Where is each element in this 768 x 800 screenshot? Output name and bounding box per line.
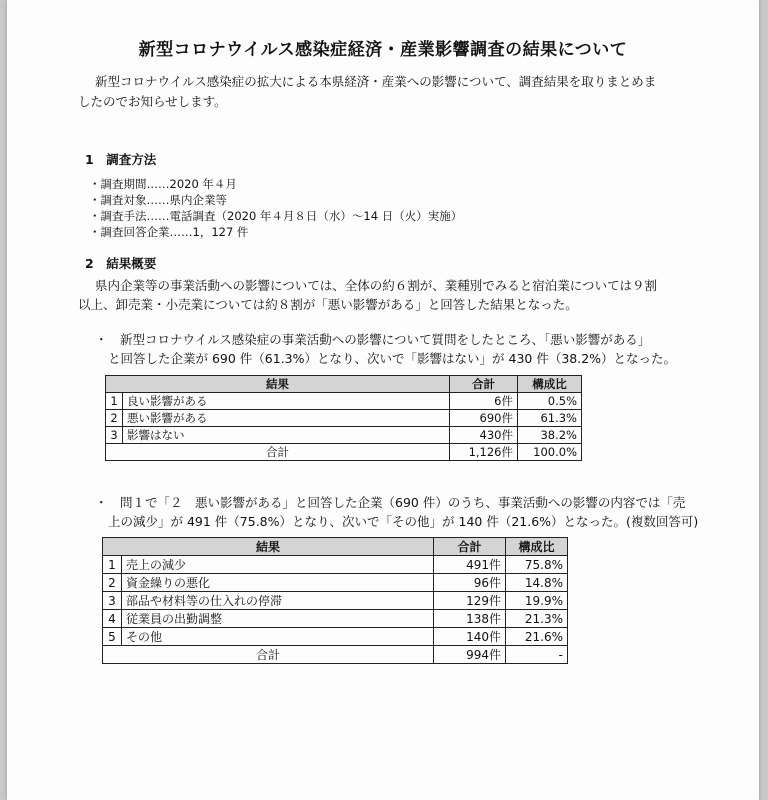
table-row xyxy=(106,427,582,444)
row-number: 3 xyxy=(103,592,122,610)
table-row xyxy=(103,556,568,574)
table-row xyxy=(103,610,568,628)
row-label: 影響はない xyxy=(123,427,450,444)
row-number: 1 xyxy=(106,393,123,410)
row-ratio: 21.3% xyxy=(506,610,568,628)
row-number: 3 xyxy=(106,427,123,444)
summary-line-2: 以上、卸売業・小売業については約８割が「悪い影響がある」と回答した結果となった。 xyxy=(78,297,578,312)
bullet-1-line-2: と回答した企業が 690 件（61.3%）となり、次いで「影響はない」が 430 件（38.2%）となった。 xyxy=(108,351,677,366)
table-row xyxy=(103,628,568,646)
bullet-1-line-1: ・ 新型コロナウイルス感染症の事業活動への影響について質問をしたところ、「悪い影響がある」 xyxy=(95,332,651,347)
row-count: 6件 xyxy=(450,393,518,410)
row-ratio: 19.9% xyxy=(506,592,568,610)
table-total-row xyxy=(106,444,582,461)
row-count: 138件 xyxy=(434,610,506,628)
total-count: 994件 xyxy=(434,646,506,664)
row-number: 5 xyxy=(103,628,122,646)
row-ratio: 14.8% xyxy=(506,574,568,592)
row-count: 491件 xyxy=(434,556,506,574)
row-ratio: 61.3% xyxy=(518,410,582,427)
impact-detail-table xyxy=(102,537,568,664)
header-result: 結果 xyxy=(103,538,434,556)
method-list xyxy=(89,176,462,240)
table-row xyxy=(106,393,582,410)
row-count: 430件 xyxy=(450,427,518,444)
section-2-heading: 2 結果概要 xyxy=(85,256,157,271)
list-item: ・調査期間……2020 年４月 xyxy=(89,177,237,191)
table-header-row xyxy=(106,376,582,393)
intro-line-2: したのでお知らせします。 xyxy=(78,94,227,109)
header-result: 結果 xyxy=(106,376,450,393)
row-label: 悪い影響がある xyxy=(123,410,450,427)
row-label: 部品や材料等の仕入れの停滞 xyxy=(122,592,434,610)
list-item: ・調査手法……電話調査（2020 年４月８日（水）～14 日（火）実施） xyxy=(89,209,463,223)
row-number: 1 xyxy=(103,556,122,574)
intro-line-1: 新型コロナウイルス感染症の拡大による本県経済・産業への影響について、調査結果を取りまとめま xyxy=(95,74,657,89)
table-header-row xyxy=(103,538,568,556)
bullet-2-line-1: ・ 問１で「２ 悪い影響がある」と回答した企業（690 件）のうち、事業活動への影響の内容では「売 xyxy=(95,495,686,510)
table-row xyxy=(103,592,568,610)
header-total: 合計 xyxy=(434,538,506,556)
row-count: 690件 xyxy=(450,410,518,427)
list-item: ・調査回答企業……1，127 件 xyxy=(89,225,249,239)
bullet-2-line-2: 上の減少」が 491 件（75.8%）となり、次いで「その他」が 140 件（21.6%）となった。(複数回答可) xyxy=(108,514,699,529)
row-count: 96件 xyxy=(434,574,506,592)
table-row xyxy=(103,574,568,592)
list-item: ・調査対象……県内企業等 xyxy=(89,193,227,207)
row-number: 2 xyxy=(103,574,122,592)
row-ratio: 75.8% xyxy=(506,556,568,574)
total-label: 合計 xyxy=(106,444,450,461)
summary-line-1: 県内企業等の事業活動への影響については、全体の約６割が、業種別でみると宿泊業については９割 xyxy=(95,278,658,293)
row-label: その他 xyxy=(122,628,434,646)
table-row xyxy=(106,410,582,427)
row-count: 140件 xyxy=(434,628,506,646)
header-ratio: 構成比 xyxy=(506,538,568,556)
header-ratio: 構成比 xyxy=(518,376,582,393)
page-title: 新型コロナウイルス感染症経済・産業影響調査の結果について xyxy=(138,40,628,60)
row-label: 資金繰りの悪化 xyxy=(122,574,434,592)
document-page xyxy=(7,0,759,800)
total-count: 1,126件 xyxy=(450,444,518,461)
total-ratio: - xyxy=(506,646,568,664)
row-number: 2 xyxy=(106,410,123,427)
row-ratio: 38.2% xyxy=(518,427,582,444)
impact-table xyxy=(105,375,582,461)
row-label: 従業員の出勤調整 xyxy=(122,610,434,628)
header-total: 合計 xyxy=(450,376,518,393)
total-ratio: 100.0% xyxy=(518,444,582,461)
row-label: 良い影響がある xyxy=(123,393,450,410)
table-total-row xyxy=(103,646,568,664)
row-number: 4 xyxy=(103,610,122,628)
row-count: 129件 xyxy=(434,592,506,610)
row-ratio: 0.5% xyxy=(518,393,582,410)
section-1-heading: 1 調査方法 xyxy=(85,152,157,167)
row-ratio: 21.6% xyxy=(506,628,568,646)
total-label: 合計 xyxy=(103,646,434,664)
row-label: 売上の減少 xyxy=(122,556,434,574)
